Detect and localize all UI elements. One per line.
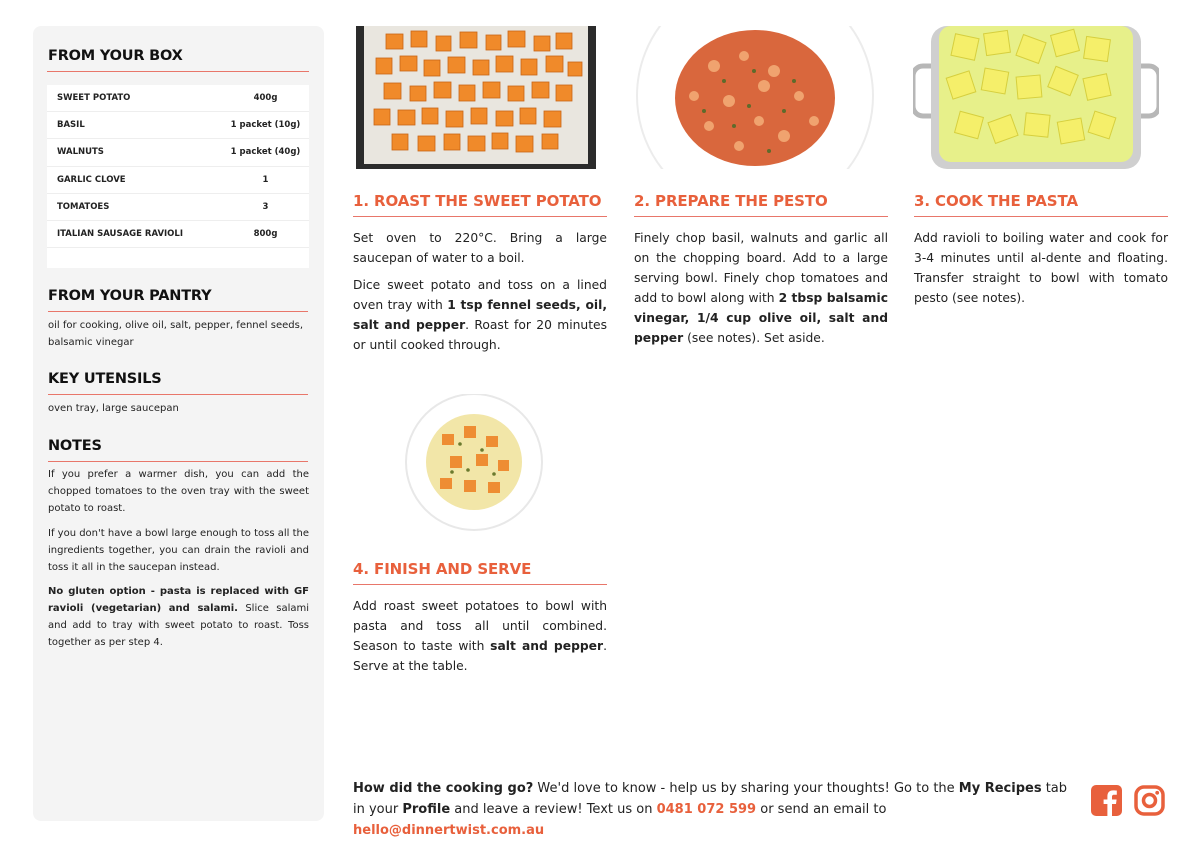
step-3-text [914, 228, 1168, 315]
from-your-box-title: FROM YOUR BOX [48, 48, 183, 64]
step-1-para-2 [353, 275, 607, 355]
ingredient-qty: 1 packet (10g) [230, 120, 301, 131]
table-row [47, 85, 309, 112]
table-row [47, 194, 309, 221]
divider [47, 71, 309, 72]
phone-link[interactable]: 0481 072 599 [656, 802, 757, 817]
ingredient-qty: 1 packet (40g) [230, 147, 301, 158]
step-4-para-1 [353, 596, 607, 676]
footer-text-3: and leave a review! Text us on [450, 802, 657, 817]
ingredient-name: GARLIC CLOVE [57, 174, 126, 185]
footer-text-1: We'd love to know - help us by sharing your thoughts! Go to the [533, 781, 959, 796]
step-1-text [353, 228, 607, 362]
note-gluten-rest: Slice salami and add to tray with sweet potato to roast. Toss together as per step 4. [48, 603, 309, 648]
divider [914, 216, 1168, 217]
feedback-footer [353, 778, 1075, 841]
step-2-para-1-bold: 2 tbsp balsamic vinegar, 1/4 cup olive oil, salt and pepper [634, 291, 888, 345]
step-1-para-2-c: . Roast for 20 minutes or until cooked through. [353, 318, 608, 352]
divider [48, 311, 308, 312]
ingredient-qty: 400g [253, 93, 278, 104]
divider [634, 216, 888, 217]
ingredient-qty: 800g [253, 229, 278, 240]
step-4-text [353, 596, 607, 683]
utensils-text: oven tray, large saucepan [48, 403, 179, 414]
note-warmer-dish: If you prefer a warmer dish, you can add the chopped tomatoes to the oven tray with the sweet potato to roast. [48, 469, 309, 514]
footer-question: How did the cooking go? [353, 781, 534, 796]
ravioli-pot-photo [913, 26, 1159, 169]
divider [353, 216, 607, 217]
pantry-text: oil for cooking, olive oil, salt, pepper, fennel seeds, balsamic vinegar [48, 320, 304, 348]
footer-my-recipes: My Recipes [958, 781, 1042, 796]
from-your-pantry-title: FROM YOUR PANTRY [48, 288, 212, 304]
footer-text-2: tab in your [353, 781, 1068, 817]
step-3-title: 3. COOK THE PASTA [914, 192, 1078, 210]
roast-sweet-potato-photo [356, 26, 596, 169]
step-4-para-1-a: Add roast sweet potatoes to bowl with pasta and toss all until combined. Season to taste with [353, 599, 607, 653]
step-1-title: 1. ROAST THE SWEET POTATO [353, 192, 602, 210]
step-2-text [634, 228, 888, 355]
step-2-para-1 [634, 228, 888, 348]
ingredient-name: TOMATOES [57, 201, 110, 212]
divider [48, 461, 308, 462]
table-row [47, 167, 309, 194]
step-3-para-1: Add ravioli to boiling water and cook for 3-4 minutes until al-dente and floating. Transfer straight to bowl with tomato pesto (see notes). [914, 231, 1168, 305]
step-4-para-1-bold: salt and pepper [490, 639, 604, 653]
footer-text-4: or send an email to [756, 802, 887, 817]
notes-title: NOTES [48, 438, 102, 454]
table-row [47, 221, 309, 248]
step-1-para-2-a: Dice sweet potato and toss on a lined oven tray with [353, 278, 607, 312]
note-bowl: If you don't have a bowl large enough to toss all the ingredients together, you can drain the ravioli and toss it all in the saucepan instead. [48, 528, 309, 573]
instagram-icon[interactable] [1134, 785, 1165, 816]
table-row [47, 112, 309, 139]
tomato-pesto-bowl-photo [634, 26, 874, 169]
ingredient-name: SWEET POTATO [57, 93, 131, 104]
step-4-para-1-c: . Serve at the table. [353, 639, 608, 673]
step-2-para-1-c: (see notes). Set aside. [683, 331, 825, 345]
note-gluten-free [48, 583, 309, 651]
step-2-para-1-a: Finely chop basil, walnuts and garlic all on the chopping board. Add to a large serving bowl. Finely chop tomatoes and add to bowl along with [634, 231, 888, 305]
step-2-title: 2. PREPARE THE PESTO [634, 192, 828, 210]
note-gluten-bold: No gluten option - pasta is replaced with GF ravioli (vegetarian) and salami. [48, 586, 309, 614]
step-4-title: 4. FINISH AND SERVE [353, 560, 532, 578]
footer-profile: Profile [402, 802, 451, 817]
finished-dish-photo [402, 394, 546, 534]
key-utensils-title: KEY UTENSILS [48, 371, 162, 387]
facebook-icon[interactable] [1091, 785, 1122, 816]
ingredient-qty: 3 [262, 201, 269, 212]
step-1-para-2-bold: 1 tsp fennel seeds, oil, salt and pepper [353, 298, 607, 332]
email-link[interactable]: hello@dinnertwist.com.au [353, 823, 545, 838]
step-1-para-1: Set oven to 220°C. Bring a large saucepan of water to a boil. [353, 231, 607, 265]
divider [353, 584, 607, 585]
ingredient-name: WALNUTS [57, 147, 104, 158]
ingredients-sidebar [33, 26, 324, 821]
box-ingredients-table [47, 85, 309, 268]
table-row [47, 139, 309, 166]
ingredient-name: ITALIAN SAUSAGE RAVIOLI [57, 229, 183, 240]
divider [48, 394, 308, 395]
ingredient-name: BASIL [57, 120, 85, 131]
ingredient-qty: 1 [262, 174, 269, 185]
